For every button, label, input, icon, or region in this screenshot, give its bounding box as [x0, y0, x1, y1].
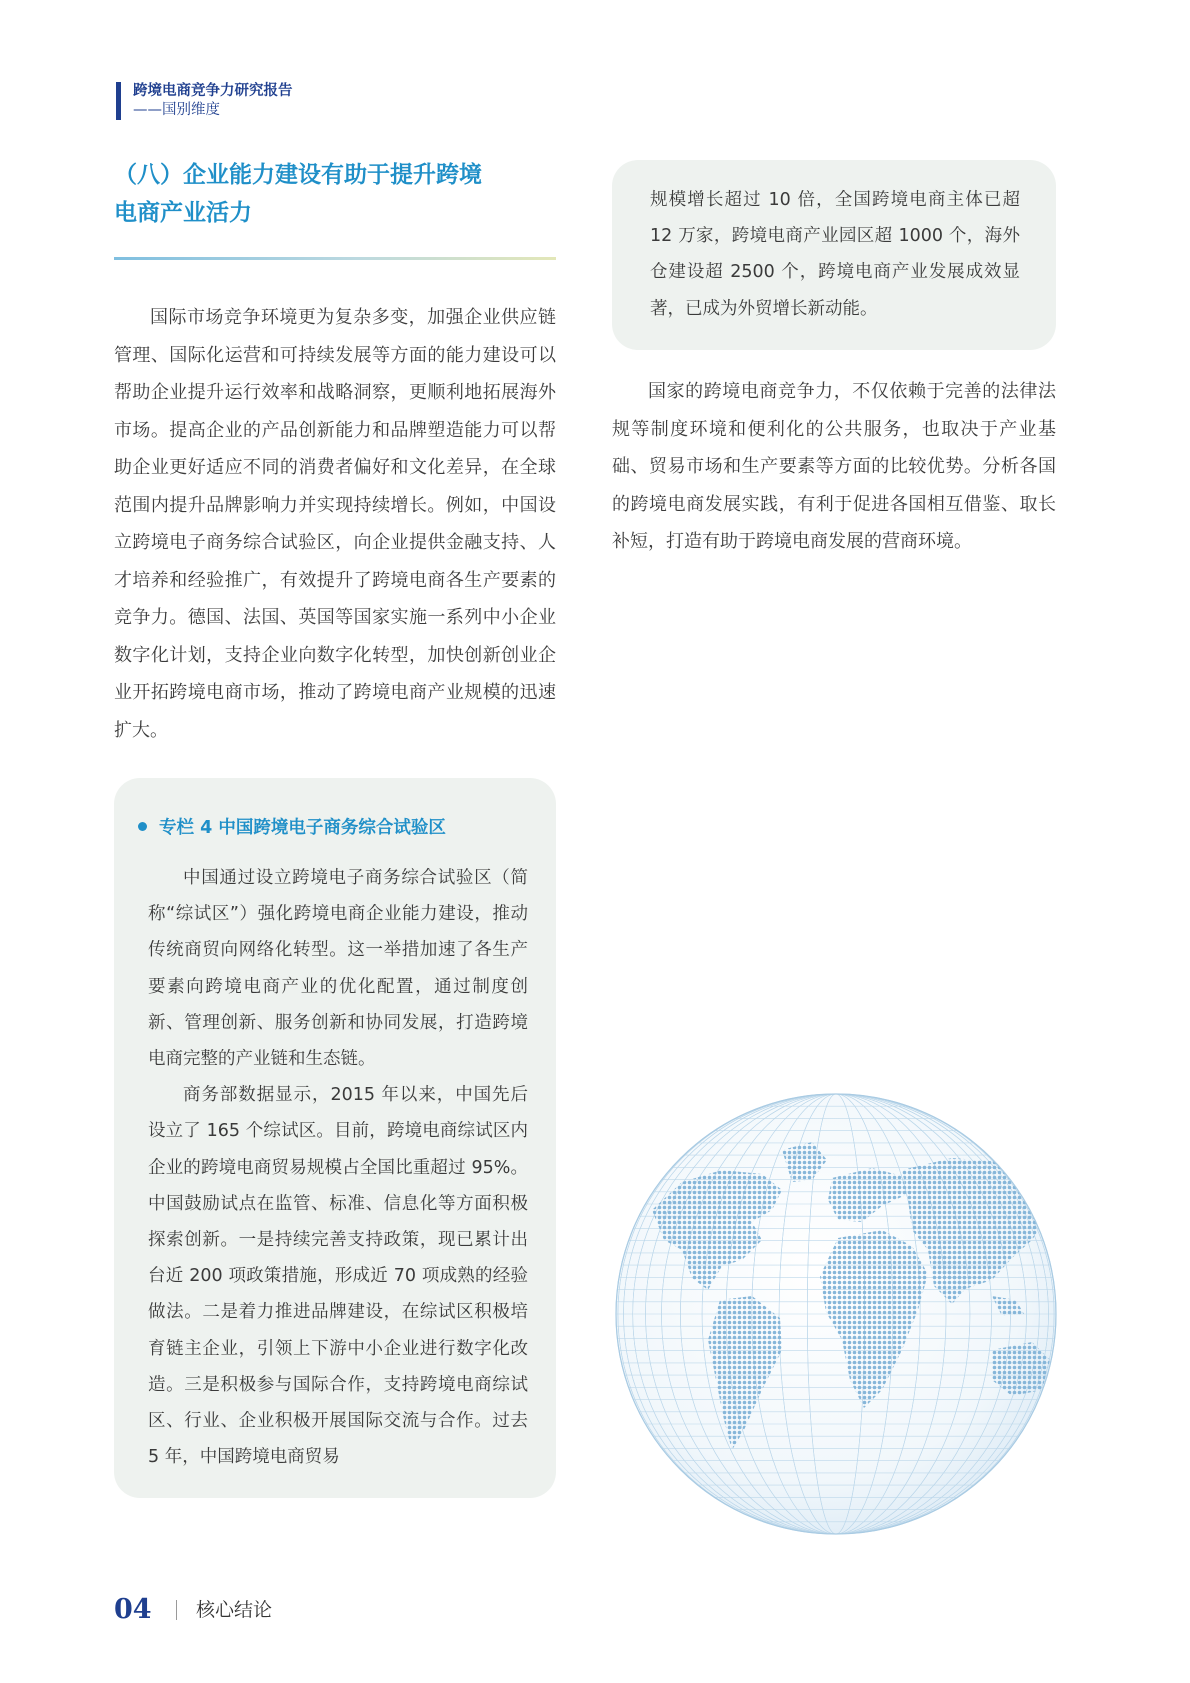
sidebar-heading: [138, 814, 538, 839]
sidebar-heading-text: 专栏 4 中国跨境电子商务综合试验区: [159, 818, 446, 838]
sidebar-box: [114, 778, 556, 1498]
report-title: 跨境电商竞争力研究报告: [133, 83, 293, 99]
footer-divider: [176, 1600, 177, 1620]
left-column-body: [114, 299, 556, 749]
sidebar-paragraph: 中国通过设立跨境电子商务综合试验区（简称“综试区”）强化跨境电商企业能力建设，推动传统商贸向网络化转型。这一举措加速了各生产要素向跨境电商产业的优化配置，通过制度创新、管理创新、服务创新和协同发展，打造跨境电商完整的产业链和生态链。: [148, 868, 528, 1070]
dotted-globe-icon: [612, 1090, 1060, 1538]
right-column-body: [612, 373, 1056, 561]
section-title-line1: （八）企业能力建设有助于提升跨境: [114, 162, 482, 188]
sidebar-body: [148, 860, 528, 1475]
section-title: [114, 156, 554, 232]
globe-graphic: [612, 1090, 1060, 1538]
body-paragraph: 国际市场竞争环境更为复杂多变，加强企业供应链管理、国际化运营和可持续发展等方面的能力建设可以帮助企业提升运行效率和战略洞察，更顺利地拓展海外市场。提高企业的产品创新能力和品牌塑造能力可以帮助企业更好适应不同的消费者偏好和文化差异，在全球范围内提升品牌影响力并实现持续增长。例如，中国设立跨境电子商务综合试验区，向企业提供金融支持、人才培养和经验推广，有效提升了跨境电商各生产要素的竞争力。德国、法国、英国等国家实施一系列中小企业数字化计划，支持企业向数字化转型，加快创新创业企业开拓跨境电商市场，推动了跨境电商产业规模的迅速扩大。: [114, 307, 556, 741]
header-text: [133, 82, 393, 120]
continuation-body: [650, 182, 1020, 327]
report-subtitle: ——国别维度: [133, 102, 220, 118]
title-divider: [114, 257, 556, 260]
bullet-dot-icon: [138, 822, 147, 831]
page-footer: [114, 1592, 514, 1632]
continuation-paragraph: 规模增长超过 10 倍，全国跨境电商主体已超 12 万家，跨境电商产业园区超 1000 个，海外仓建设超 2500 个，跨境电商产业发展成效显著，已成为外贸增长新动能。: [650, 190, 1020, 319]
header-accent-bar: [116, 82, 121, 120]
footer-section-label: 核心结论: [196, 1599, 273, 1621]
page-number: 04: [114, 1594, 152, 1625]
section-title-line2: 电商产业活力: [114, 200, 252, 226]
sidebar-continuation-box: [612, 160, 1056, 350]
sidebar-paragraph: 商务部数据显示，2015 年以来，中国先后设立了 165 个综试区。目前，跨境电商综试区内企业的跨境电商贸易规模占全国比重超过 95%。中国鼓励试点在监管、标准、信息化等方面积极探索创新。一是持续完善支持政策，现已累计出台近 200 项政策措施，形成近 70 项成熟的经验做法。二是着力推进品牌建设，在综试区积极培育链主企业，引领上下游中小企业进行数字化改造。三是积极参与国际合作，支持跨境电商综试区、行业、企业积极开展国际交流与合作。过去 5 年，中国跨境电商贸易: [148, 1085, 528, 1468]
body-paragraph: 国家的跨境电商竞争力，不仅依赖于完善的法律法规等制度环境和便利化的公共服务，也取决于产业基础、贸易市场和生产要素等方面的比较优势。分析各国的跨境电商发展实践，有利于促进各国相互借鉴、取长补短，打造有助于跨境电商发展的营商环境。: [612, 381, 1056, 552]
